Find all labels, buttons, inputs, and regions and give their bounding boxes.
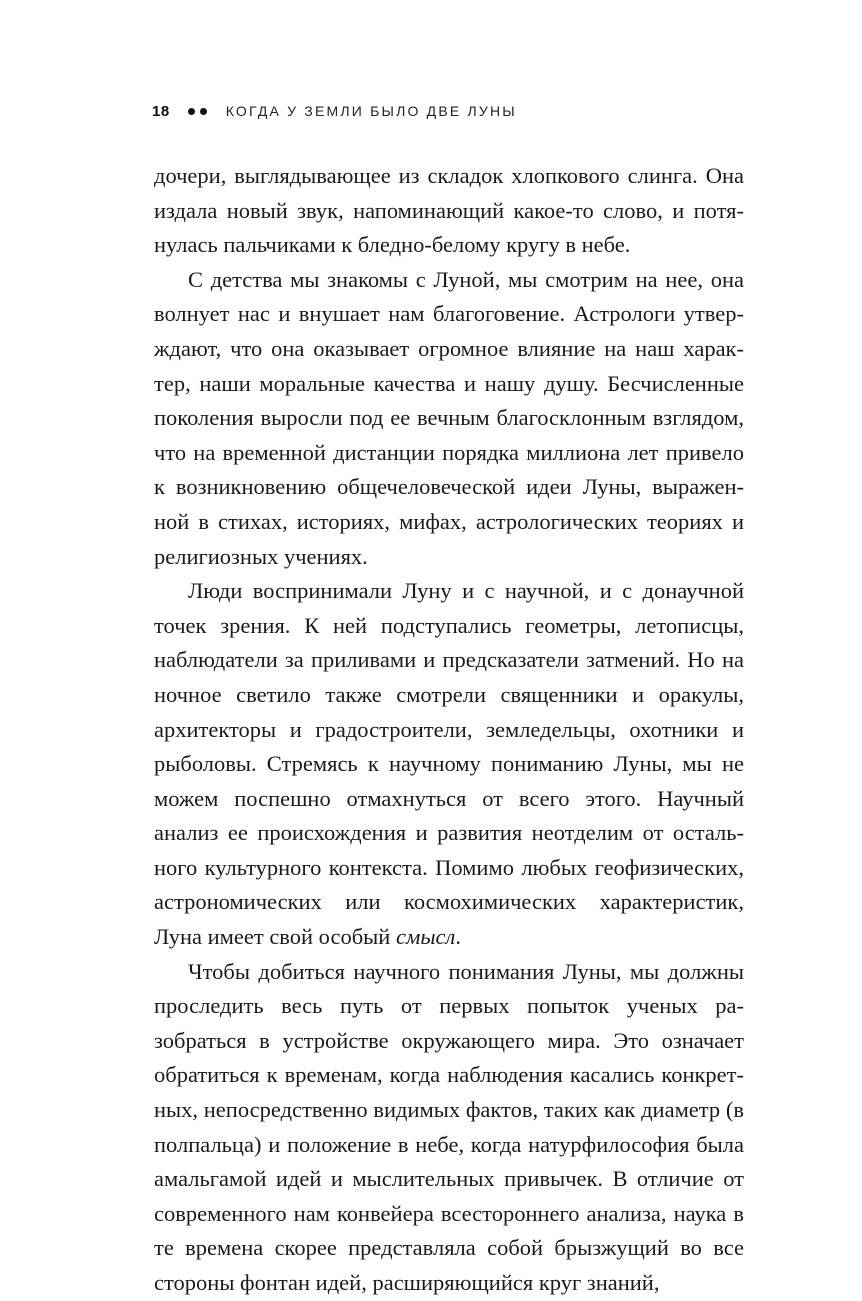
running-header	[152, 99, 517, 123]
paragraph-continuation: дочери, выглядывающее из складок хлопкового слинга. Она издала новый звук, напоминающий какое-то слово, и потянулась пальчиками к бледно-белому кругу в небе.	[154, 163, 744, 258]
ornament-dot-icon	[188, 108, 195, 115]
paragraph	[154, 574, 744, 955]
running-title: КОГДА У ЗЕМЛИ БЫЛО ДВЕ ЛУНЫ	[225, 103, 517, 119]
page-number: 18	[152, 102, 170, 120]
emphasized-word: смысл	[395, 924, 456, 950]
body-text	[154, 159, 744, 1301]
ornament-dot-icon	[200, 108, 207, 115]
header-ornament-dots	[188, 108, 212, 115]
paragraph: С детства мы знакомы с Луной, мы смотрим на нее, она волнует нас и внушает нам благоговение. Астрологи утверждают, что она оказывает огромное влияние на наш характер, наши моральные качества и нашу душу. Бесчисленные поколения выросли под ее вечным благосклонным взглядом, что на временной дистанции порядка миллиона лет привело к возникновению общечеловеческой идеи Луны, выраженной в стихах, историях, мифах, астрологических теориях и религиозных учениях.	[154, 266, 744, 569]
paragraph-text: Люди воспринимали Луну и с научной, и с донаучной точек зрения. К ней подступались геометры, летописцы, наблюдатели за приливами и предсказатели затмений. Но на ночное светило также смотрели священники и оракулы, архитекторы и градостроители, земледельцы, охотники и рыболовы. Стремясь к научному пониманию Луны, мы не можем поспешно отмахнуться от всего этого. Научный анализ ее происхождения и развития неотделим от остального культурного контекста. Помимо любых геофизических, астрономических или космохимических характеристик, Луна имеет свой особый	[154, 578, 744, 950]
paragraph: Чтобы добиться научного понимания Луны, мы должны проследить весь путь от первых попыток ученых разобраться в устройстве окружающего мира. Это означает обратиться к временам, когда наблюдения касались конкретных, непосредственно видимых фактов, таких как диаметр (в полпальца) и положение в небе, когда натурфилософия была амальгамой идей и мыслительных привычек. В отличие от современного нам конвейера всестороннего анализа, наука в те времена скорее представляла собой брызжущий во все стороны фонтан идей, расширяющийся круг знаний,	[154, 958, 744, 1295]
paragraph-text-end: .	[455, 924, 461, 950]
